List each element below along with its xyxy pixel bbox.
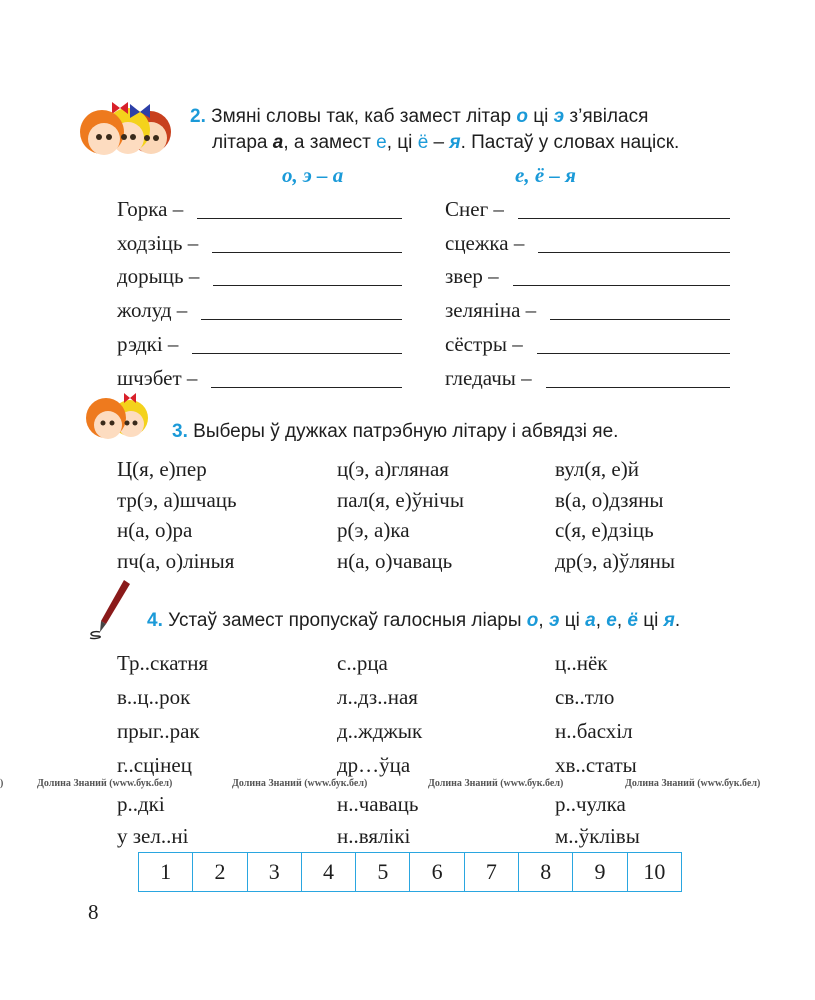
source-word: жолуд – [117, 298, 188, 322]
ex2-instruction-line2: літара а, а замест е, ці ё – я. Пастаў у словах націск. [212, 132, 680, 153]
answer-row [445, 331, 730, 357]
source-word: зеляніна – [445, 298, 537, 322]
word-item: ц(э, а)гляная [337, 457, 449, 481]
page-number: 8 [88, 900, 99, 924]
word-item: с(я, е)дзіць [555, 518, 654, 542]
answer-row [117, 331, 402, 357]
word-item: н..вялікі [337, 824, 411, 848]
word-item: л..дз..ная [337, 685, 418, 709]
word-item: хв..статы [555, 753, 637, 777]
score-box: 2 [193, 853, 247, 891]
children-illustration-icon [80, 100, 180, 162]
answer-row [117, 297, 402, 323]
source-word: ходзіць – [117, 231, 199, 255]
ex3-instruction: 3. Выберы ў дужках патрэбную літару і абвядзі яе. [172, 421, 619, 442]
word-item: св..тло [555, 685, 615, 709]
answer-row [445, 297, 730, 323]
word-item: прыг..рак [117, 719, 200, 743]
word-item: с..рца [337, 651, 388, 675]
word-item: н..чаваць [337, 792, 419, 816]
ex2-instruction-line1: 2. Змяні словы так, каб замест літар о ці э з’явілася [190, 106, 649, 127]
word-item: Ц(я, е)пер [117, 457, 207, 481]
source-word: Снег – [445, 197, 504, 221]
answer-blank[interactable] [211, 387, 402, 388]
word-item: пч(а, о)ліныя [117, 549, 235, 573]
watermark: Долина Знаний (www.бук.бел) [428, 778, 564, 789]
left-column-header: о, э – а [282, 163, 344, 187]
source-word: гледачы – [445, 366, 532, 390]
source-word: дорыць – [117, 264, 200, 288]
answer-blank[interactable] [537, 353, 730, 354]
word-item: н(а, о)ра [117, 518, 193, 542]
word-item: ц..нёк [555, 651, 608, 675]
score-boxes [138, 852, 682, 892]
word-item: тр(э, а)шчаць [117, 488, 237, 512]
answer-row [117, 263, 402, 289]
source-word: звер – [445, 264, 499, 288]
answer-row [117, 196, 402, 222]
score-box: 3 [248, 853, 302, 891]
source-word: шчэбет – [117, 366, 198, 390]
word-item: р(э, а)ка [337, 518, 410, 542]
word-item: пал(я, е)ўнічы [337, 488, 464, 512]
ex4-instruction: 4. Устаў замест пропускаў галосныя ліары о, э ці а, е, ё ці я. [147, 610, 681, 631]
word-item: вул(я, е)й [555, 457, 639, 481]
answer-blank[interactable] [192, 353, 402, 354]
word-item: н..басхіл [555, 719, 633, 743]
answer-row [445, 365, 730, 391]
answer-blank[interactable] [213, 285, 402, 286]
answer-blank[interactable] [518, 218, 730, 219]
score-box: 6 [410, 853, 464, 891]
word-item: н(а, о)чаваць [337, 549, 453, 573]
watermark: ) [0, 778, 4, 789]
word-item: г..сцінец [117, 753, 192, 777]
score-box: 5 [356, 853, 410, 891]
word-item: др…ўца [337, 753, 411, 777]
watermark: Долина Знаний (www.бук.бел) [232, 778, 368, 789]
word-item: в(а, о)дзяны [555, 488, 664, 512]
score-box: 1 [139, 853, 193, 891]
word-item: др(э, а)ўляны [555, 549, 675, 573]
answer-blank[interactable] [212, 252, 402, 253]
answer-blank[interactable] [201, 319, 402, 320]
answer-blank[interactable] [550, 319, 730, 320]
children-illustration-icon [84, 392, 154, 442]
score-box: 4 [302, 853, 356, 891]
source-word: сёстры – [445, 332, 523, 356]
source-word: рэдкі – [117, 332, 179, 356]
answer-row [445, 196, 730, 222]
score-box: 8 [519, 853, 573, 891]
word-item: в..ц..рок [117, 685, 191, 709]
word-item: Тр..скатня [117, 651, 209, 675]
word-item: у зел..ні [117, 824, 189, 848]
score-box: 7 [465, 853, 519, 891]
word-item: р..дкі [117, 792, 165, 816]
answer-blank[interactable] [197, 218, 402, 219]
answer-blank[interactable] [538, 252, 730, 253]
score-box: 10 [643, 859, 666, 884]
watermark: Долина Знаний (www.бук.бел) [37, 778, 173, 789]
answer-row [117, 230, 402, 256]
answer-row [117, 365, 402, 391]
source-word: Горка – [117, 197, 184, 221]
source-word: сцежка – [445, 231, 525, 255]
answer-blank[interactable] [546, 387, 730, 388]
answer-row [445, 263, 730, 289]
answer-row [445, 230, 730, 256]
pen-icon [86, 578, 136, 640]
right-column-header: е, ё – я [515, 163, 576, 187]
answer-blank[interactable] [513, 285, 730, 286]
watermark: Долина Знаний (www.бук.бел) [625, 778, 761, 789]
word-item: р..чулка [555, 792, 626, 816]
word-item: д..жджык [337, 719, 423, 743]
score-box: 9 [573, 853, 627, 891]
word-item: м..ўклівы [555, 824, 640, 848]
